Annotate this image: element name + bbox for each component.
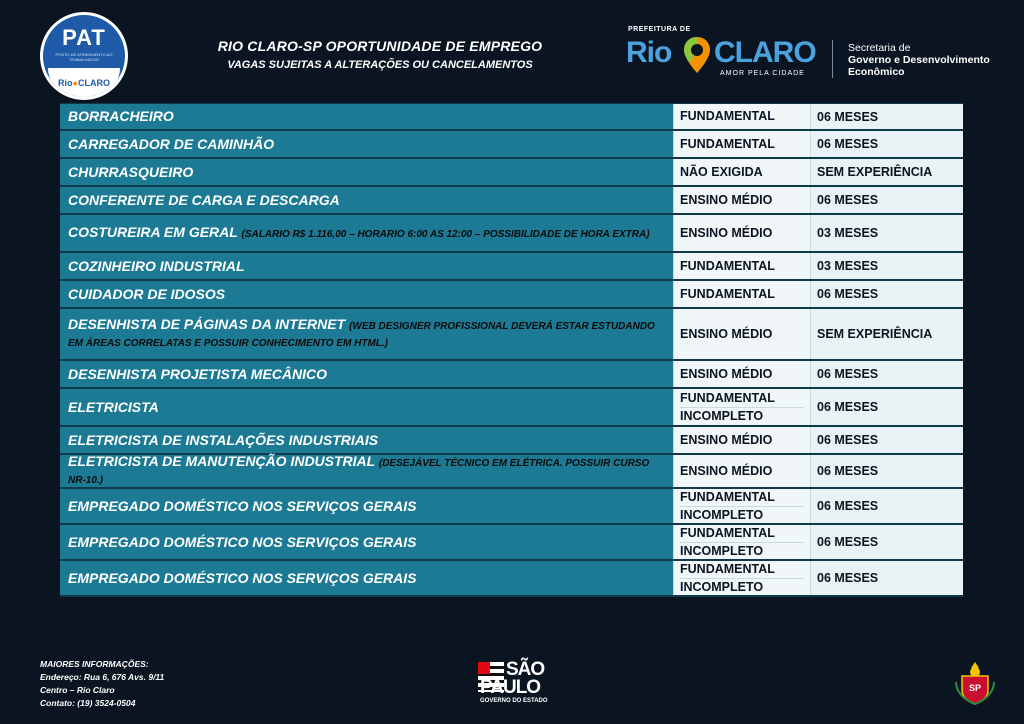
experience-cell — [810, 131, 963, 157]
table-row — [60, 159, 963, 187]
contact-heading: MAIORES INFORMAÇÕES: — [40, 659, 149, 669]
contact-district: Centro – Rio Claro — [40, 685, 115, 695]
education-cell — [673, 427, 810, 453]
secretaria-line-3: Econômico — [848, 66, 905, 78]
table-row — [60, 427, 963, 455]
job-title: EMPREGADO DOMÉSTICO NOS SERVIÇOS GERAIS — [68, 533, 417, 550]
education-cell — [673, 187, 810, 213]
job-title-cell — [60, 131, 673, 157]
education-cell — [673, 159, 810, 185]
experience-cell — [810, 104, 963, 129]
table-row — [60, 103, 963, 131]
job-title: EMPREGADO DOMÉSTICO NOS SERVIÇOS GERAIS — [68, 569, 417, 586]
brand-claro: CLARO — [714, 36, 816, 69]
header-titles — [200, 38, 560, 71]
experience-cell — [810, 561, 963, 595]
education-value: INCOMPLETO — [680, 408, 764, 423]
secretaria-line-1: Secretaria de — [848, 42, 911, 54]
job-title-cell — [60, 187, 673, 213]
education-value: INCOMPLETO — [680, 543, 764, 558]
job-title: ELETRICISTA DE INSTALAÇÕES INDUSTRIAIS — [68, 431, 379, 448]
education-value: INCOMPLETO — [680, 579, 764, 594]
table-row — [60, 215, 963, 253]
table-row — [60, 525, 963, 561]
brand-tagline: AMOR PELA CIDADE — [720, 70, 805, 77]
table-row — [60, 131, 963, 159]
job-title-cell — [60, 159, 673, 185]
job-note: (DESEJÁVEL TÉCNICO EM ELÉTRICA. POSSUIR CURSO NR-10.) — [68, 458, 650, 486]
experience-cell — [810, 427, 963, 453]
brand-prefeitura: PREFEITURA DE — [628, 26, 691, 33]
job-title-cell — [60, 253, 673, 279]
education-value: FUNDAMENTAL — [680, 136, 775, 151]
table-row — [60, 309, 963, 361]
education-cell — [673, 131, 810, 157]
experience-value: SEM EXPERIÊNCIA — [817, 165, 933, 179]
secretaria-line-2: Governo e Desenvolvimento — [848, 54, 990, 66]
education-value: FUNDAMENTAL — [680, 109, 775, 123]
table-row — [60, 281, 963, 309]
experience-value: 06 MESES — [817, 571, 879, 585]
education-value: FUNDAMENTAL — [680, 489, 804, 507]
pat-logo-title: PAT — [62, 25, 106, 50]
experience-value: 06 MESES — [817, 535, 879, 549]
experience-cell — [810, 215, 963, 251]
experience-cell — [810, 525, 963, 559]
job-note: (SALARIO R$ 1.116,00 – HORARIO 6:00 AS 12:00 – POSSIBILIDADE DE HORA EXTRA) — [241, 228, 650, 240]
experience-cell — [810, 389, 963, 425]
job-title: BORRACHEIRO — [68, 108, 174, 124]
experience-value: SEM EXPERIÊNCIA — [817, 327, 933, 341]
sp-logo-paulo: PAULO — [480, 677, 541, 698]
job-title-cell — [60, 525, 673, 559]
education-cell — [673, 561, 810, 595]
job-title-cell — [60, 361, 673, 387]
contact-phone: Contato: (19) 3524-0504 — [40, 698, 136, 708]
education-value: ENSINO MÉDIO — [680, 432, 773, 447]
experience-value: 06 MESES — [817, 367, 879, 381]
experience-cell — [810, 489, 963, 523]
job-note: (WEB DESIGNER PROFISSIONAL DEVERÁ ESTAR ESTUDANDO EM ÁREAS CORRELATAS E POSSUIR CONHECIMENTO EM HTML.) — [68, 321, 655, 349]
education-value: NÃO EXIGIDA — [680, 164, 763, 179]
education-value: FUNDAMENTAL — [680, 561, 804, 579]
job-title: DESENHISTA PROJETISTA MECÂNICO — [68, 365, 328, 382]
education-value: ENSINO MÉDIO — [680, 225, 773, 240]
table-row — [60, 561, 963, 597]
job-title-cell — [60, 455, 673, 487]
page-title: RIO CLARO-SP OPORTUNIDADE DE EMPREGO — [217, 38, 543, 54]
experience-value: 06 MESES — [817, 193, 879, 207]
experience-value: 06 MESES — [817, 464, 879, 478]
education-value: ENSINO MÉDIO — [680, 463, 773, 478]
education-cell — [673, 253, 810, 279]
pat-logo-brand-rio: Rio — [58, 77, 73, 88]
pat-logo-brand: Rio ● CLARO — [48, 68, 120, 97]
education-value: FUNDAMENTAL — [680, 286, 775, 301]
secretaria-label — [848, 42, 990, 78]
job-title-cell — [60, 489, 673, 523]
experience-value: 06 MESES — [817, 287, 879, 301]
experience-value: 06 MESES — [817, 137, 879, 151]
contact-info — [40, 658, 164, 710]
job-title: CUIDADOR DE IDOSOS — [68, 285, 226, 302]
education-cell — [673, 525, 810, 559]
job-title-cell — [60, 389, 673, 425]
pat-logo-subtitle: POSTO DE ATENDIMENTO AO TRABALHADOR — [55, 52, 113, 62]
job-title: ELETRICISTA DE MANUTENÇÃO INDUSTRIAL — [68, 453, 375, 469]
sp-logo-gov: GOVERNO DO ESTADO — [480, 698, 548, 704]
sp-logo-sao: SÃO — [506, 659, 545, 680]
job-title: DESENHISTA DE PÁGINAS DA INTERNET — [68, 316, 346, 332]
table-row — [60, 389, 963, 427]
job-title: COZINHEIRO INDUSTRIAL — [68, 257, 245, 274]
job-title: EMPREGADO DOMÉSTICO NOS SERVIÇOS GERAIS — [68, 497, 417, 514]
job-title: CONFERENTE DE CARGA E DESCARGA — [68, 191, 340, 208]
sao-paulo-logo — [478, 660, 558, 710]
brand-divider — [832, 40, 833, 78]
experience-value: 06 MESES — [817, 499, 879, 513]
experience-value: 06 MESES — [817, 433, 879, 447]
job-title: ELETRICISTA — [68, 398, 159, 415]
education-value: FUNDAMENTAL — [680, 258, 775, 273]
experience-cell — [810, 159, 963, 185]
contact-address: Endereço: Rua 6, 676 Avs. 9/11 — [40, 672, 165, 682]
education-value: ENSINO MÉDIO — [680, 366, 773, 381]
table-row — [60, 361, 963, 389]
education-value: ENSINO MÉDIO — [680, 326, 773, 341]
experience-value: 03 MESES — [817, 226, 879, 240]
experience-cell — [810, 253, 963, 279]
experience-cell — [810, 187, 963, 213]
education-value: INCOMPLETO — [680, 507, 764, 522]
job-title-cell — [60, 427, 673, 453]
job-title: CARREGADOR DE CAMINHÃO — [68, 135, 275, 152]
experience-cell — [810, 309, 963, 359]
education-cell — [673, 309, 810, 359]
job-title: CHURRASQUEIRO — [68, 163, 194, 180]
jobs-table — [60, 103, 963, 597]
education-cell — [673, 361, 810, 387]
map-pin-icon — [682, 36, 712, 74]
job-title-cell — [60, 561, 673, 595]
table-row — [60, 455, 963, 489]
job-title-cell — [60, 104, 673, 129]
rio-claro-logo — [624, 26, 824, 82]
job-title-cell — [60, 309, 673, 359]
table-row — [60, 187, 963, 215]
education-cell — [673, 104, 810, 129]
job-title-cell — [60, 215, 673, 251]
brand-rio: Rio — [626, 36, 672, 69]
experience-value: 06 MESES — [817, 109, 879, 124]
experience-cell — [810, 361, 963, 387]
experience-value: 03 MESES — [817, 259, 879, 273]
table-row — [60, 489, 963, 525]
education-value: FUNDAMENTAL — [680, 525, 804, 543]
experience-value: 06 MESES — [817, 400, 879, 414]
experience-cell — [810, 455, 963, 487]
table-row — [60, 253, 963, 281]
page-subtitle: VAGAS SUJEITAS A ALTERAÇÕES OU CANCELAMENTOS — [227, 59, 533, 71]
crest-text: SP — [968, 683, 982, 693]
education-cell — [673, 389, 810, 425]
pat-logo-brand-claro: CLARO — [77, 77, 110, 88]
pat-logo — [40, 12, 128, 100]
education-value: ENSINO MÉDIO — [680, 192, 773, 207]
job-title: COSTUREIRA EM GERAL — [68, 223, 238, 240]
education-cell — [673, 455, 810, 487]
education-cell — [673, 215, 810, 251]
job-title-cell — [60, 281, 673, 307]
sp-crest-icon — [954, 660, 996, 706]
experience-cell — [810, 281, 963, 307]
education-cell — [673, 281, 810, 307]
education-value: FUNDAMENTAL — [680, 390, 804, 408]
education-cell — [673, 489, 810, 523]
